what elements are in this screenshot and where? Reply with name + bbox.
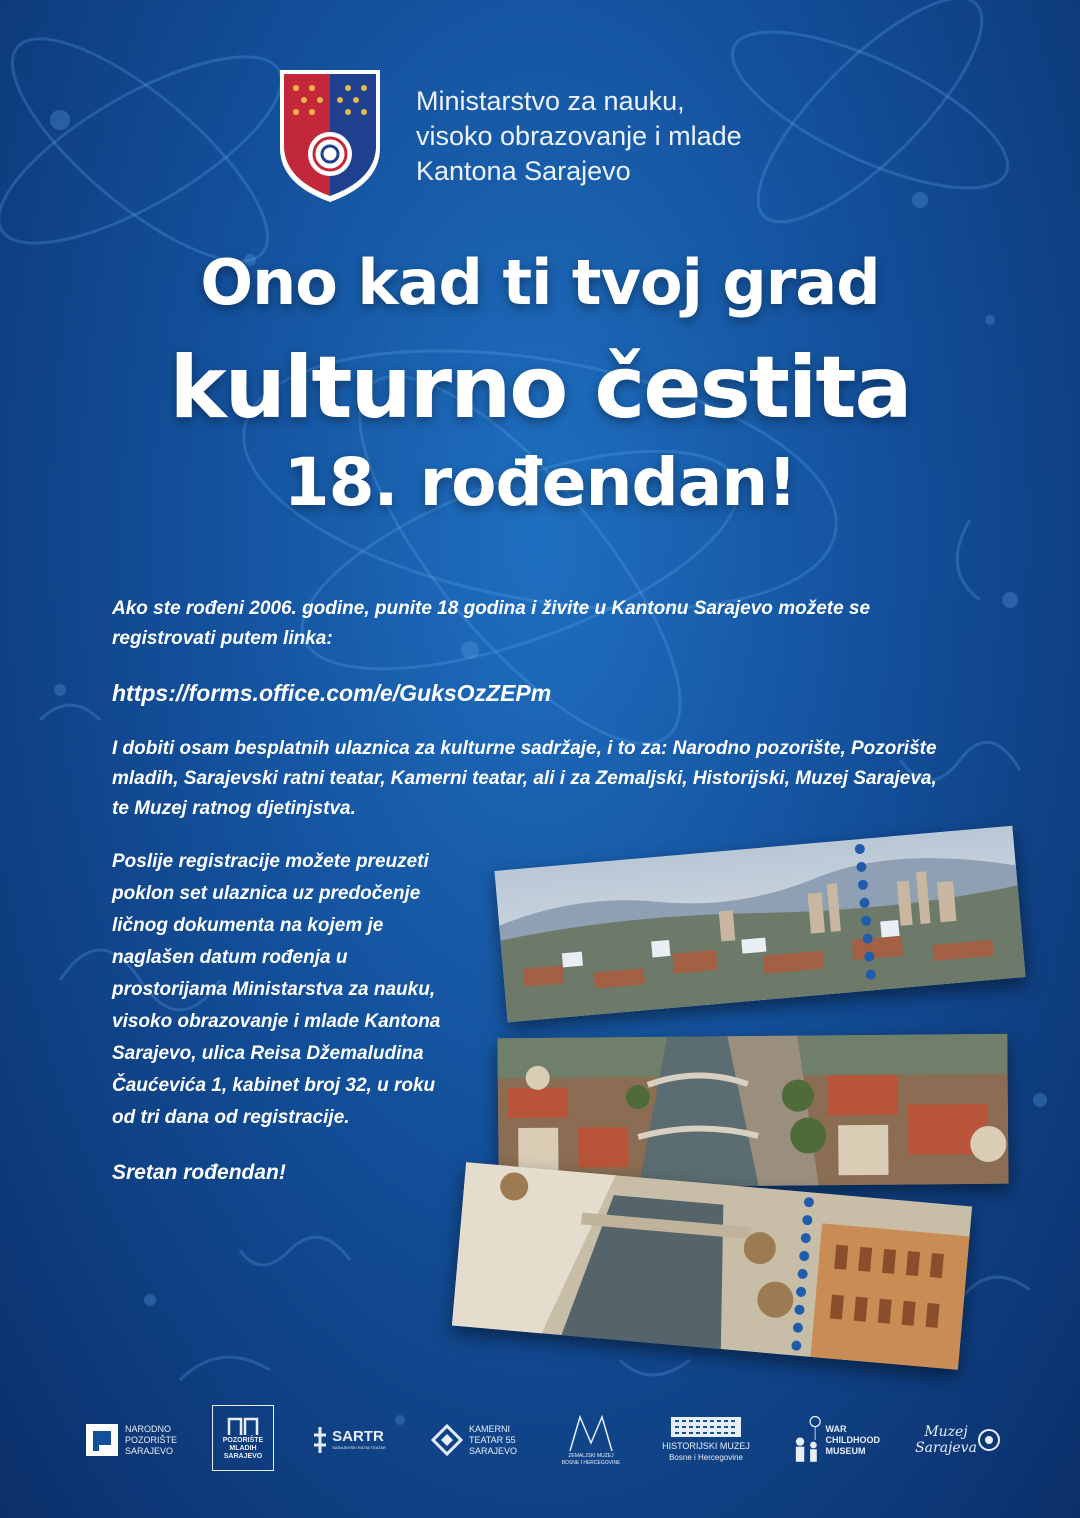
- logo-sartr: [306, 1400, 390, 1480]
- sartr-sub: SARAJEVSKI RATNI TEATAR: [332, 1445, 386, 1450]
- muzej-line-2: Sarajeva: [915, 1440, 977, 1456]
- tickets-paragraph: I dobiti osam besplatnih ulaznica za kulturne sadržaje, i to za: Narodno pozorište, Pozorište mladih, Sarajevski ratni teatar, Kamerni teatar, ali i za Zemaljski, Historijski, Muzej Sarajeva, te Muzej ratnog djetinjstva.: [112, 738, 937, 819]
- sartr-label: SARTR: [332, 1428, 384, 1445]
- sartr-icon: [310, 1425, 330, 1455]
- kamerni-line-1: KAMERNI: [468, 1423, 510, 1434]
- zemaljski-muzej-icon: [568, 1413, 614, 1453]
- greeting: Sretan rođendan!: [112, 1161, 286, 1184]
- zemaljski-label: ZEMALJSKI MUZEJ: [568, 1453, 614, 1459]
- canton-coat-of-arms: [276, 68, 384, 204]
- ministry-line-3: Kantona Sarajevo: [416, 156, 631, 186]
- pm-line-1: POZORIŠTE: [222, 1437, 264, 1444]
- logo-muzej-sarajeva: [908, 1400, 1008, 1480]
- ministry-line-2: visoko obrazovanje i mlade: [416, 121, 742, 151]
- logo-kamerni-teatar: [424, 1400, 524, 1480]
- ministry-name: [416, 84, 936, 189]
- pm-line-2: MLADIH: [229, 1445, 257, 1452]
- title-line-3: 18. rođendan!: [283, 444, 797, 521]
- kamerni-teatar-icon: [431, 1424, 463, 1456]
- kamerni-line-2: TEATAR 55: [468, 1434, 516, 1445]
- historijski-sub: Bosne i Hercegovine: [669, 1453, 743, 1462]
- narodno-pozoriste-icon: [85, 1423, 119, 1457]
- wcm-line-3: MUSEUM: [825, 1445, 866, 1456]
- ministry-line-1: Ministarstvo za nauku,: [416, 86, 685, 116]
- logo-narodno-pozoriste: [76, 1400, 186, 1480]
- historijski-label: HISTORIJSKI MUZEJ: [662, 1441, 750, 1451]
- wcm-line-1: WAR: [825, 1423, 847, 1434]
- logo-pozoriste-mladih: [212, 1405, 274, 1471]
- title-line-2: kulturno čestita: [169, 338, 911, 438]
- narodno-line-3: SARAJEVO: [124, 1445, 173, 1456]
- pozoriste-mladih-icon: [226, 1415, 260, 1437]
- pm-line-3: SARAJEVO: [223, 1453, 263, 1460]
- war-childhood-figures-icon: [790, 1410, 824, 1470]
- logo-war-childhood-museum: [790, 1400, 880, 1480]
- intro-paragraph: Ako ste rođeni 2006. godine, punite 18 godina i živite u Kantonu Sarajevo možete se registrovati putem linka:: [112, 598, 871, 649]
- wcm-line-2: CHILDHOOD: [825, 1434, 880, 1445]
- muzej-line-1: Muzej: [924, 1424, 968, 1440]
- muzej-sarajeva-rosette-icon: [977, 1428, 1001, 1452]
- kamerni-line-3: SARAJEVO: [468, 1445, 517, 1456]
- narodno-line-1: NARODNO: [124, 1423, 171, 1434]
- historijski-muzej-icon: [671, 1417, 741, 1437]
- logo-zemaljski-muzej: [556, 1400, 626, 1480]
- narodno-line-2: POZORIŠTE: [124, 1434, 177, 1445]
- title-line-1: Ono kad ti tvoj grad: [200, 246, 880, 319]
- zemaljski-sub: BOSNE I HERCEGOVINE: [561, 1460, 621, 1466]
- registration-link[interactable]: https://forms.office.com/e/GuksOzZEPm: [112, 680, 552, 706]
- logo-historijski-muzej: [656, 1400, 756, 1480]
- pickup-paragraph: Poslije registracije možete preuzeti poklon set ulaznica uz predočenje ličnog dokumenta na kojem je naglašen datum rođenja u prostorijama Ministarstva za nauku, visoko obrazovanje i mlade Kantona Sarajevo, ulica Reisa Džemaludina Čaućevića 1, kabinet broj 32, u roku od tri dana od registracije.: [112, 851, 441, 1128]
- old-town-river-photo: [497, 1034, 1008, 1188]
